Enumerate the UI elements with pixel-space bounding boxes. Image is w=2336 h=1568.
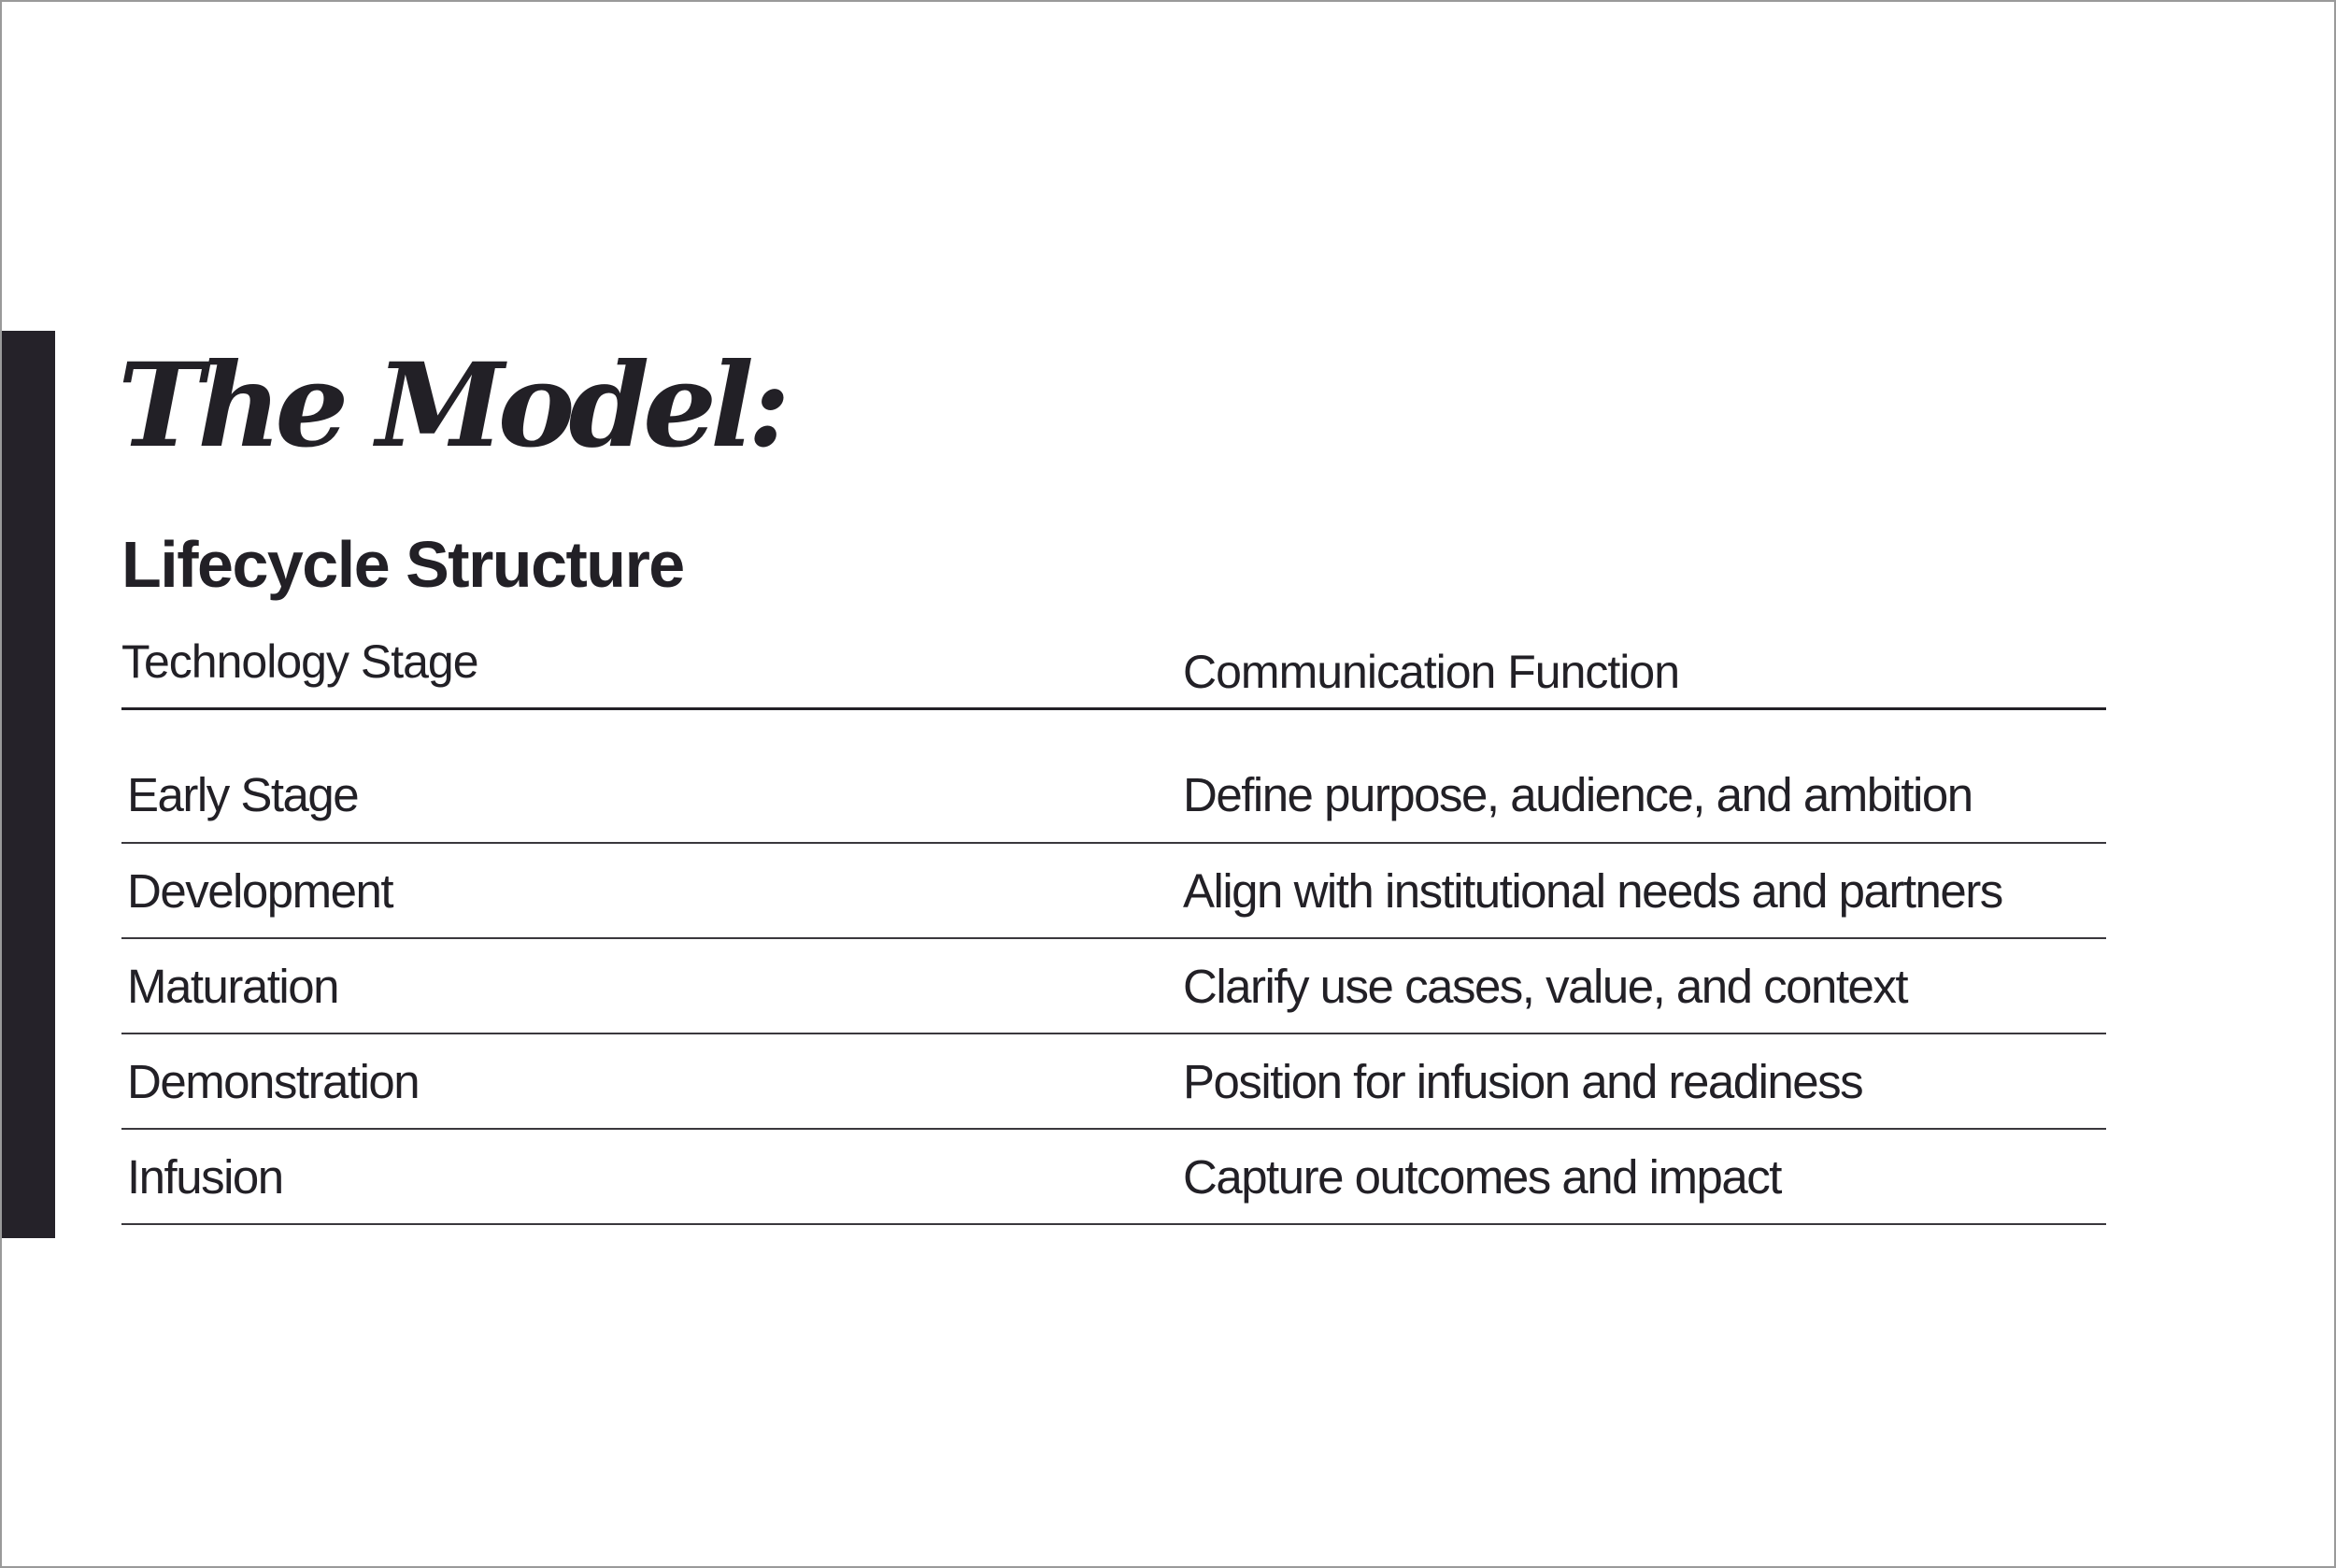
accent-side-bar xyxy=(2,331,55,1238)
function-cell: Position for infusion and readiness xyxy=(1183,1055,1863,1108)
function-cell: Align with institutional needs and partners xyxy=(1183,864,2002,918)
slide-subtitle: Lifecycle Structure xyxy=(121,528,684,601)
table-row xyxy=(121,844,2106,939)
header-divider xyxy=(121,707,2106,710)
stage-cell: Infusion xyxy=(127,1150,283,1204)
slide-title: The Model: xyxy=(118,338,784,474)
stage-cell: Maturation xyxy=(127,960,338,1013)
table-row xyxy=(121,749,2106,844)
stage-cell: Early Stage xyxy=(127,768,359,821)
function-cell: Define purpose, audience, and ambition xyxy=(1183,768,1973,821)
function-cell: Capture outcomes and impact xyxy=(1183,1150,1781,1204)
column-header-technology-stage: Technology Stage xyxy=(121,635,478,688)
table-row xyxy=(121,1034,2106,1130)
function-cell: Clarify use cases, value, and context xyxy=(1183,960,1908,1013)
table-row xyxy=(121,1130,2106,1225)
lifecycle-table xyxy=(121,749,2106,1225)
stage-cell: Demonstration xyxy=(127,1055,420,1108)
table-row xyxy=(121,939,2106,1034)
column-header-communication-function: Communication Function xyxy=(1183,646,1680,698)
stage-cell: Development xyxy=(127,864,392,918)
